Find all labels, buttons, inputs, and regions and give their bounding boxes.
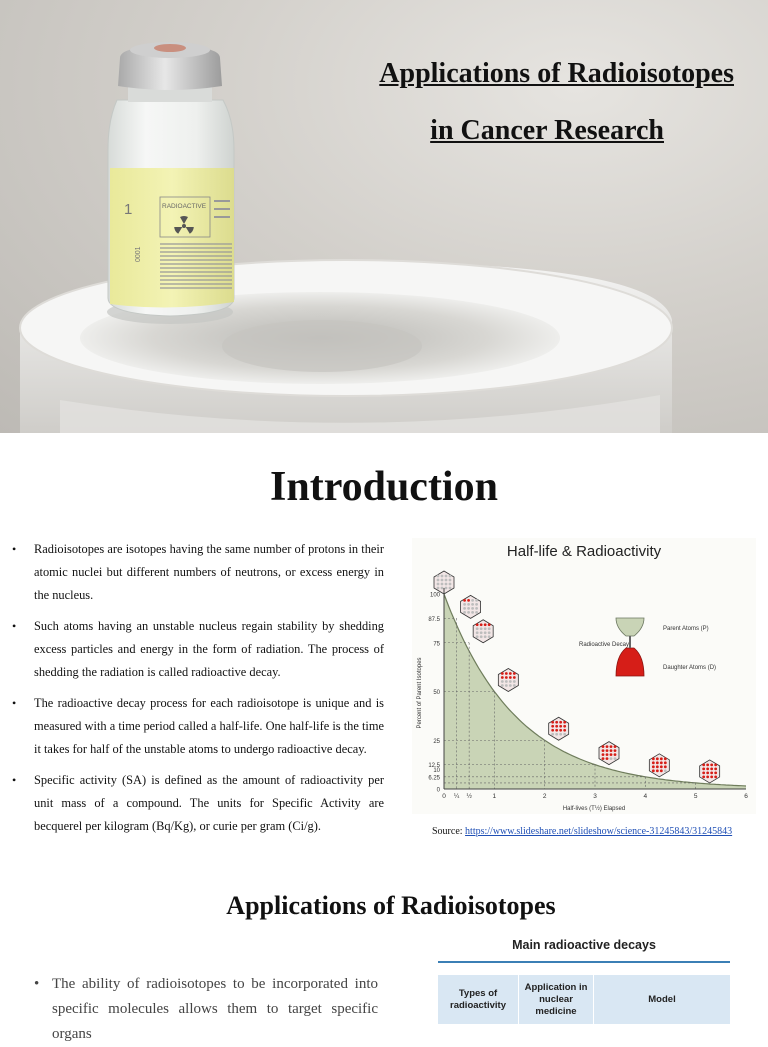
x-tick-label: 4: [643, 793, 648, 800]
y-tick-label: 12.5: [428, 763, 440, 770]
bullet-dot-icon: •: [12, 696, 17, 710]
hourglass-top-icon: [616, 618, 644, 636]
bullet-dot-icon: •: [12, 619, 17, 633]
decay-table: [438, 975, 730, 1024]
atom-sample-icon: [461, 595, 481, 618]
x-tick-label: 3: [593, 793, 597, 800]
decay-table-title: Main radioactive decays: [512, 938, 656, 952]
source-label: Source:: [432, 826, 463, 837]
table-header-cell: Model: [594, 975, 731, 1024]
list-item: [12, 538, 384, 607]
atom-sample-icon: [599, 742, 619, 765]
atom-sample-icon: [498, 669, 518, 692]
introduction-heading: Introduction: [270, 464, 498, 510]
vial-number-text: 1: [124, 201, 133, 218]
x-tick-label: ½: [466, 793, 472, 800]
decay-table-rule: [438, 961, 730, 963]
list-item: [12, 769, 384, 838]
chart-source: [432, 826, 732, 837]
vial-code-text: 0001: [135, 246, 142, 262]
y-tick-label: 10: [433, 768, 440, 774]
list-item: [12, 615, 384, 684]
hero-title-line1: Applications of Radioisotopes: [379, 58, 734, 89]
x-tick-label: 1: [492, 793, 497, 800]
y-axis-label: Percent of Parent Isotopes: [417, 657, 423, 729]
atom-sample-icon: [473, 620, 493, 643]
legend-bottom-label: Daughter Atoms (D): [663, 665, 717, 671]
hero-banner: [0, 0, 768, 433]
atom-sample-icon: [649, 754, 669, 777]
source-link[interactable]: https://www.slideshare.net/slideshow/science-31245843/31245843: [465, 826, 733, 837]
applications-bullet: [36, 972, 378, 1047]
hero-title-line2: in Cancer Research: [430, 115, 664, 146]
bullet-text: Radioisotopes are isotopes having the same number of protons in their atomic nuclei but different numbers of neutrons, or excess energy in the nucleus.: [34, 542, 384, 602]
y-tick-label: 100: [429, 592, 440, 599]
bullet-text: The radioactive decay process for each radioisotope is unique and is measured with a time period called a half-life. One half-life is the time it takes for half of the unstable atoms to undergo radioactive decay.: [34, 696, 384, 756]
y-tick-label: 75: [433, 641, 440, 648]
table-header-cell: Application in nuclear medicine: [519, 975, 594, 1024]
hourglass-bottom-icon: [616, 648, 644, 676]
legend-center-label: Radioactive Decay: [578, 642, 630, 648]
y-tick-label: 50: [433, 690, 440, 696]
y-tick-label: 87.5: [428, 616, 440, 623]
bullet-text: Specific activity (SA) is defined as the amount of radioactivity per unit mass of a compound. The units for Specific Activity are becquerel per kilogram (Bq/Kg), or curie per gram (Ci/g).: [34, 773, 384, 833]
y-tick-label: 0: [436, 787, 440, 794]
bullet-dot-icon: •: [12, 542, 17, 556]
x-axis-label: Half-lives (T½) Elapsed: [562, 806, 626, 812]
y-tick-label: 25: [433, 738, 440, 745]
list-item: [12, 692, 384, 761]
x-tick-label: ¼: [453, 793, 460, 800]
table-header-cell: Types of radioactivity: [438, 975, 519, 1024]
intro-bullet-list: [12, 538, 384, 846]
x-tick-label: 2: [542, 793, 547, 800]
legend-top-label: Parent Atoms (P): [663, 626, 709, 632]
chart-title: Half-life & Radioactivity: [506, 543, 662, 560]
bullet-text: Such atoms having an unstable nucleus regain stability by shedding excess particles and energy in the form of radiation. The process of shedding the radiation is called radioactive decay.: [34, 619, 384, 679]
y-tick-label: 6.25: [428, 775, 440, 782]
table-header-row: [438, 975, 730, 1024]
half-life-chart-svg: [412, 538, 756, 814]
applications-bullet-text: The ability of radioisotopes to be incorporated into specific molecules allows them to target specific organs: [52, 976, 378, 1042]
x-tick-label: 0: [442, 793, 446, 800]
half-life-chart: [412, 538, 756, 814]
applications-heading: Applications of Radioisotopes: [226, 891, 556, 920]
bullet-dot-icon: •: [12, 773, 17, 787]
atom-sample-icon: [700, 760, 720, 783]
vial-radioactive-text: RADIOACTIVE: [162, 203, 207, 210]
x-tick-label: 5: [693, 793, 698, 800]
atom-sample-icon: [549, 717, 569, 740]
x-tick-label: 6: [744, 793, 748, 800]
bullet-dot-icon: •: [34, 976, 40, 992]
